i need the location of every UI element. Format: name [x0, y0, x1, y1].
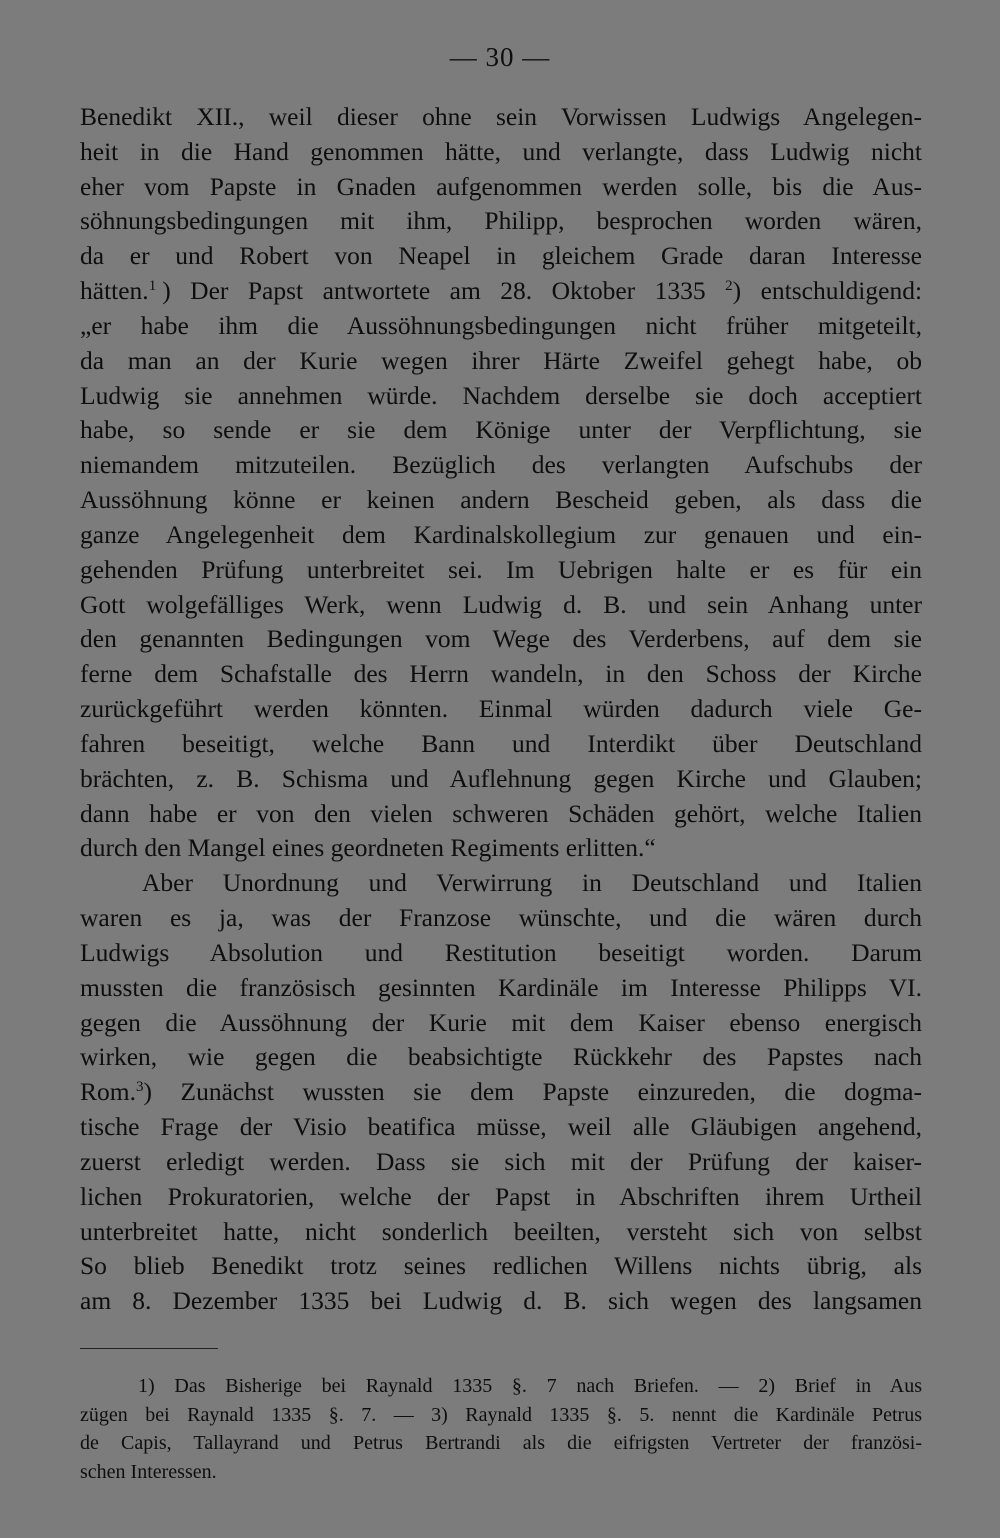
text-line: ganze Angelegenheit dem Kardinalskollegium zur genauen und ein-: [80, 519, 922, 549]
text-line: eher vom Papste in Gnaden aufgenommen werden solle, bis die Aus-: [80, 171, 922, 201]
text-line: lichen Prokuratorien, welche der Papst in Abschriften ihrem Urtheil: [80, 1181, 922, 1211]
text-segment: Rom.: [80, 1077, 136, 1107]
text-line: den genannten Bedingungen vom Wege des Verderbens, auf dem sie: [80, 624, 922, 654]
page-number: — 30 —: [449, 42, 551, 72]
text-line: „er habe ihm die Aussöhnungsbedingungen nicht früher mitgeteilt,: [80, 310, 922, 340]
text-line: da er und Robert von Neapel in gleichem Grade daran Interesse: [80, 241, 922, 271]
text-line: gegen die Aussöhnung der Kurie mit dem Kaiser ebenso energisch: [80, 1007, 922, 1037]
text-line: gehenden Prüfung unterbreitet sei. Im Uebrigen halte er es für ein: [80, 554, 922, 584]
text-line: wirken, wie gegen die beabsichtigte Rückkehr des Papstes nach: [80, 1042, 922, 1072]
text-line: hätten.$^1$ ) Der Papst antwortete am 28. Oktober 1335 $^2$) entschuldigend:: [80, 276, 923, 306]
text-segment: entschuldigend:: [760, 276, 923, 306]
text-segment: Der Papst antwortete am 28. Oktober 1335: [190, 276, 706, 306]
text-line: da man an der Kurie wegen ihrer Härte Zweifel gehegt habe, ob: [80, 345, 922, 375]
text-line: waren es ja, was der Franzose wünschte, und die wären durch: [80, 903, 922, 933]
footnote-ref: 1: [148, 278, 157, 295]
text-segment: hätten.: [80, 276, 149, 306]
footnote-line: schen Interessen.: [80, 1460, 217, 1483]
footnote-line: zügen bei Raynald 1335 §. 7. — 3) Raynald 1335 §. 5. nennt die Kardinäle Petrus: [80, 1403, 922, 1426]
text-line: Gott wolgefälliges Werk, wenn Ludwig d. B. und sein Anhang unter: [80, 589, 922, 619]
text-line: habe, so sende er sie dem Könige unter der Verpflichtung, sie: [80, 415, 922, 445]
text-line: zuerst erledigt werden. Dass sie sich mit der Prüfung der kaiser-: [80, 1146, 922, 1176]
text-line: söhnungsbedingungen mit ihm, Philipp, besprochen worden wären,: [80, 206, 922, 236]
text-line: Aber Unordnung und Verwirrung in Deutschland und Italien: [142, 868, 922, 898]
text-line: niemandem mitzuteilen. Bezüglich des verlangten Aufschubs der: [80, 450, 922, 480]
footnote-line: de Capis, Tallayrand und Petrus Bertrandi als die eifrigsten Vertreter der französi-: [80, 1432, 922, 1454]
text-line: Ludwig sie annehmen würde. Nachdem derselbe sie doch acceptiert: [80, 380, 922, 410]
footnotes: [80, 1372, 922, 1486]
text-line: ferne dem Schafstalle des Herrn wandeln, in den Schoss der Kirche: [80, 659, 922, 689]
text-line: zurückgeführt werden könnten. Einmal würden dadurch viele Ge-: [80, 694, 922, 724]
text-line: unterbreitet hatte, nicht sonderlich beeilten, versteht sich von selbst: [80, 1216, 922, 1246]
text-line: Benedikt XII., weil dieser ohne sein Vorwissen Ludwigs Angelegen-: [80, 102, 922, 131]
text-line: fahren beseitigt, welche Bann und Interdikt über Deutschland: [80, 728, 922, 758]
text-line: tische Frage der Visio beatifica müsse, weil alle Gläubigen angehend,: [80, 1112, 922, 1142]
text-line: dann habe er von den vielen schweren Schäden gehört, welche Italien: [80, 798, 922, 828]
text-line: brächten, z. B. Schisma und Auflehnung gegen Kirche und Glauben;: [80, 763, 922, 793]
text-line: Ludwigs Absolution und Restitution beseitigt worden. Darum: [80, 937, 922, 967]
footnote-ref: 3: [135, 1079, 144, 1096]
text-line: heit in die Hand genommen hätte, und verlangte, dass Ludwig nicht: [80, 136, 922, 166]
text-line: am 8. Dezember 1335 bei Ludwig d. B. sich wegen des langsamen: [80, 1286, 922, 1316]
footnote-line: 1) Das Bisherige bei Raynald 1335 §. 7 nach Briefen. — 2) Brief in Aus: [138, 1375, 922, 1397]
text-line: Rom.$^3$) Zunächst wussten sie dem Papste einzureden, die dogma-: [80, 1077, 922, 1107]
footnote-ref: 2: [725, 278, 733, 295]
text-line: Aussöhnung könne er keinen andern Bescheid geben, als dass die: [80, 485, 922, 515]
main-text: [80, 100, 922, 1319]
text-segment: Zunächst wussten sie dem Papste einzureden, die dogma-: [180, 1077, 922, 1107]
text-line: mussten die französisch gesinnten Kardinäle im Interesse Philipps VI.: [80, 972, 922, 1002]
text-line: So blieb Benedikt trotz seines redlichen Willens nichts übrig, als: [80, 1251, 922, 1281]
text-line: durch den Mangel eines geordneten Regiments erlitten.“: [80, 833, 656, 863]
footnote-divider: [80, 1348, 218, 1349]
